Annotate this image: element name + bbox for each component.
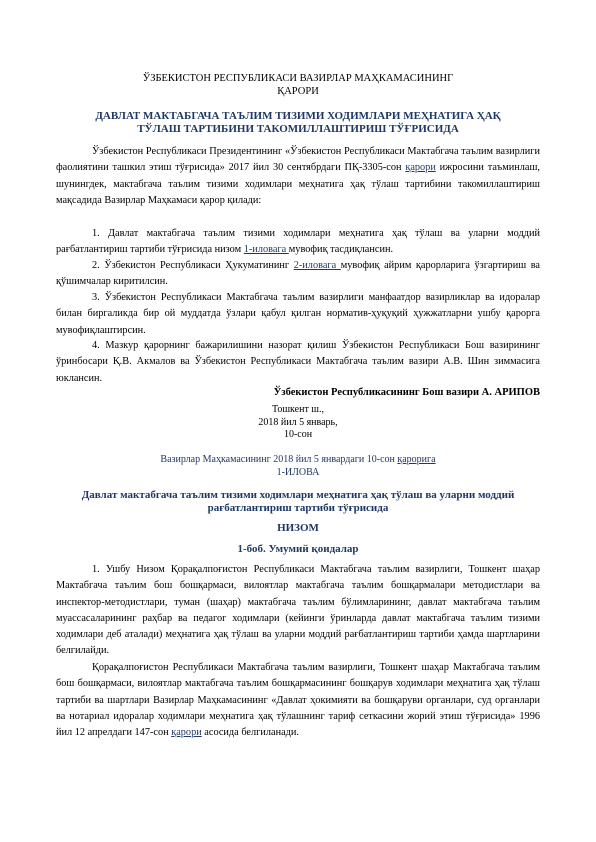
item-4 bbox=[56, 338, 540, 387]
resolution-147-link[interactable]: қарори bbox=[171, 727, 202, 739]
item-3 bbox=[56, 290, 540, 339]
item-3-text: 3. Ўзбекистон Республикаси Мактабгача таълим вазирлиги манфаатдор вазирликлар ва идоралар билан биргаликда бир ой муддатда ўзлари қабул қилган норматив-ҳуқуқий ҳужжатларни ушбу қарорга мувофиқлаштирсин. bbox=[56, 292, 540, 336]
item-2 bbox=[56, 258, 540, 291]
item-4-text: 4. Мазкур қарорнинг бажарилишини назорат қилиш Ўзбекистон Республикаси Бош вазирининг ўринбосари Қ.В. Акмалов ва Ўзбекистон Республикаси Мактабгача таълим вазири А.В. Шин зиммасига юклансин. bbox=[56, 340, 540, 384]
annex-ref-line bbox=[60, 454, 536, 467]
decree-title-line-1: ДАВЛАТ МАКТАБГАЧА ТАЪЛИМ ТИЗИМИ ХОДИМЛАРИ МЕҲНАТИГА ҲАҚ bbox=[95, 110, 501, 122]
annex-reference bbox=[60, 454, 536, 479]
signature: Ўзбекистон Республикасининг Бош вазири А. АРИПОВ bbox=[273, 387, 540, 398]
intro-decree-link[interactable]: қарори bbox=[405, 162, 436, 174]
annex-ref-decree-link[interactable]: қарорига bbox=[397, 454, 436, 465]
item-1-text-after: мувофиқ тасдиқлансин. bbox=[288, 244, 394, 256]
annex-title bbox=[60, 489, 536, 515]
intro-paragraph bbox=[56, 144, 540, 209]
issuer-line-1: ЎЗБЕКИСТОН РЕСПУБЛИКАСИ ВАЗИРЛАР МАҲКАМАСИНИНГ bbox=[142, 73, 454, 84]
item-1-text: 1. Давлат мактабгача таълим тизими ходимлари меҳнатига ҳақ тўлаш ва уларни моддий рағбатлантириш тартиби тўғрисида низом bbox=[56, 228, 540, 256]
nizom-paragraph-1 bbox=[56, 562, 540, 660]
nizom-paragraph-2 bbox=[56, 660, 540, 741]
intro-text-after: ижросини таъминлаш, шунингдек, мактабгача таълим тизими ходимлари меҳнатига ҳақ тўлаш тартибини такомиллаштириш мақсадида Вазирлар Маҳкамаси қарор қилади: bbox=[56, 162, 540, 206]
annex-label: 1-ИЛОВА bbox=[276, 466, 320, 478]
place-date bbox=[60, 404, 536, 442]
item-1 bbox=[56, 226, 540, 259]
decree-title bbox=[60, 110, 536, 136]
nizom-paragraph-2-text-after: асосида белгиланади. bbox=[201, 727, 299, 739]
decree-title-line-2: ТЎЛАШ ТАРТИБИНИ ТАКОМИЛЛАШТИРИШ ТЎҒРИСИДА bbox=[137, 123, 459, 135]
intro-text-before: Ўзбекистон Республикаси Президентининг «Ўзбекистон Республикаси Мактабгача таълим вазирлиги фаолиятини ташкил этиш тўғрисида» 2017 йил 30 сентябрдаги ПҚ-3305-сон bbox=[56, 146, 540, 174]
nizom-paragraph-1-text: 1. Ушбу Низом Қорақалпоғистон Республикаси Мактабгача таълим вазирлиги, Тошкент шаҳар Мактабгача таълим бош бошқармаси, вилоятлар мактабгача таълим бошқармалари методистлари ва инспектор-методистлари, туман (шаҳар) мактабгача таълим бўлимларининг, давлат мактабгача таълим муассасаларининг раҳбар ва педагог ходимлари (кейинги ўринларда давлат мактабгача таълим тизими ходимлари деб аталади) меҳнатига ҳақ тўлаш ва уларни моддий рағбатлантириш тартиби ҳамда шартларини белгилайди. bbox=[56, 564, 540, 657]
place-city: Тошкент ш., bbox=[271, 404, 325, 415]
decree-number: 10-сон bbox=[283, 429, 313, 440]
annex-1-link[interactable]: 1-иловага bbox=[243, 244, 289, 256]
annex-title-line-2: рағбатлантириш тартиби тўғрисида bbox=[207, 502, 389, 514]
item-2-text-after: мувофиқ айрим қарорларига ўзгартириш ва қўшимчалар киритилсин. bbox=[56, 260, 540, 288]
nizom-paragraph-2-text: Қорақалпоғистон Республикаси Мактабгача таълим вазирлиги, Тошкент шаҳар Мактабгача таълим бош бошқармаси, вилоятлар мактабгача таълим бошқармасининг бошқарув ходимлари меҳнатига ҳақ тўлаш тартиби ва шартлари Вазирлар Маҳкамасининг «Давлат ҳокимияти ва бошқаруви органлари, суд органлари ва нотариал идоралар ходимлари меҳнатига ҳақ тўлашнинг тариф сеткасини жорий этиш тўғрисида» 1996 йил 12 апрелдаги 147-сон bbox=[56, 662, 540, 739]
annex-ref-text: Вазирлар Маҳкамасининг 2018 йил 5 январдаги 10-сон bbox=[160, 454, 398, 465]
decree-date: 2018 йил 5 январь, bbox=[258, 416, 338, 428]
annex-2-link[interactable]: 2-иловага bbox=[293, 260, 341, 271]
annex-title-line-1: Давлат мактабгача таълим тизими ходимлари меҳнатига ҳақ тўлаш ва уларни моддий bbox=[81, 489, 515, 501]
item-2-text: 2. Ўзбекистон Республикаси Ҳукуматининг bbox=[92, 260, 294, 271]
chapter-heading: 1-боб. Умумий қоидалар bbox=[237, 543, 359, 555]
issuer-line-2: ҚАРОРИ bbox=[277, 86, 319, 97]
nizom-heading: НИЗОМ bbox=[277, 522, 319, 534]
issuer-header bbox=[60, 72, 536, 98]
